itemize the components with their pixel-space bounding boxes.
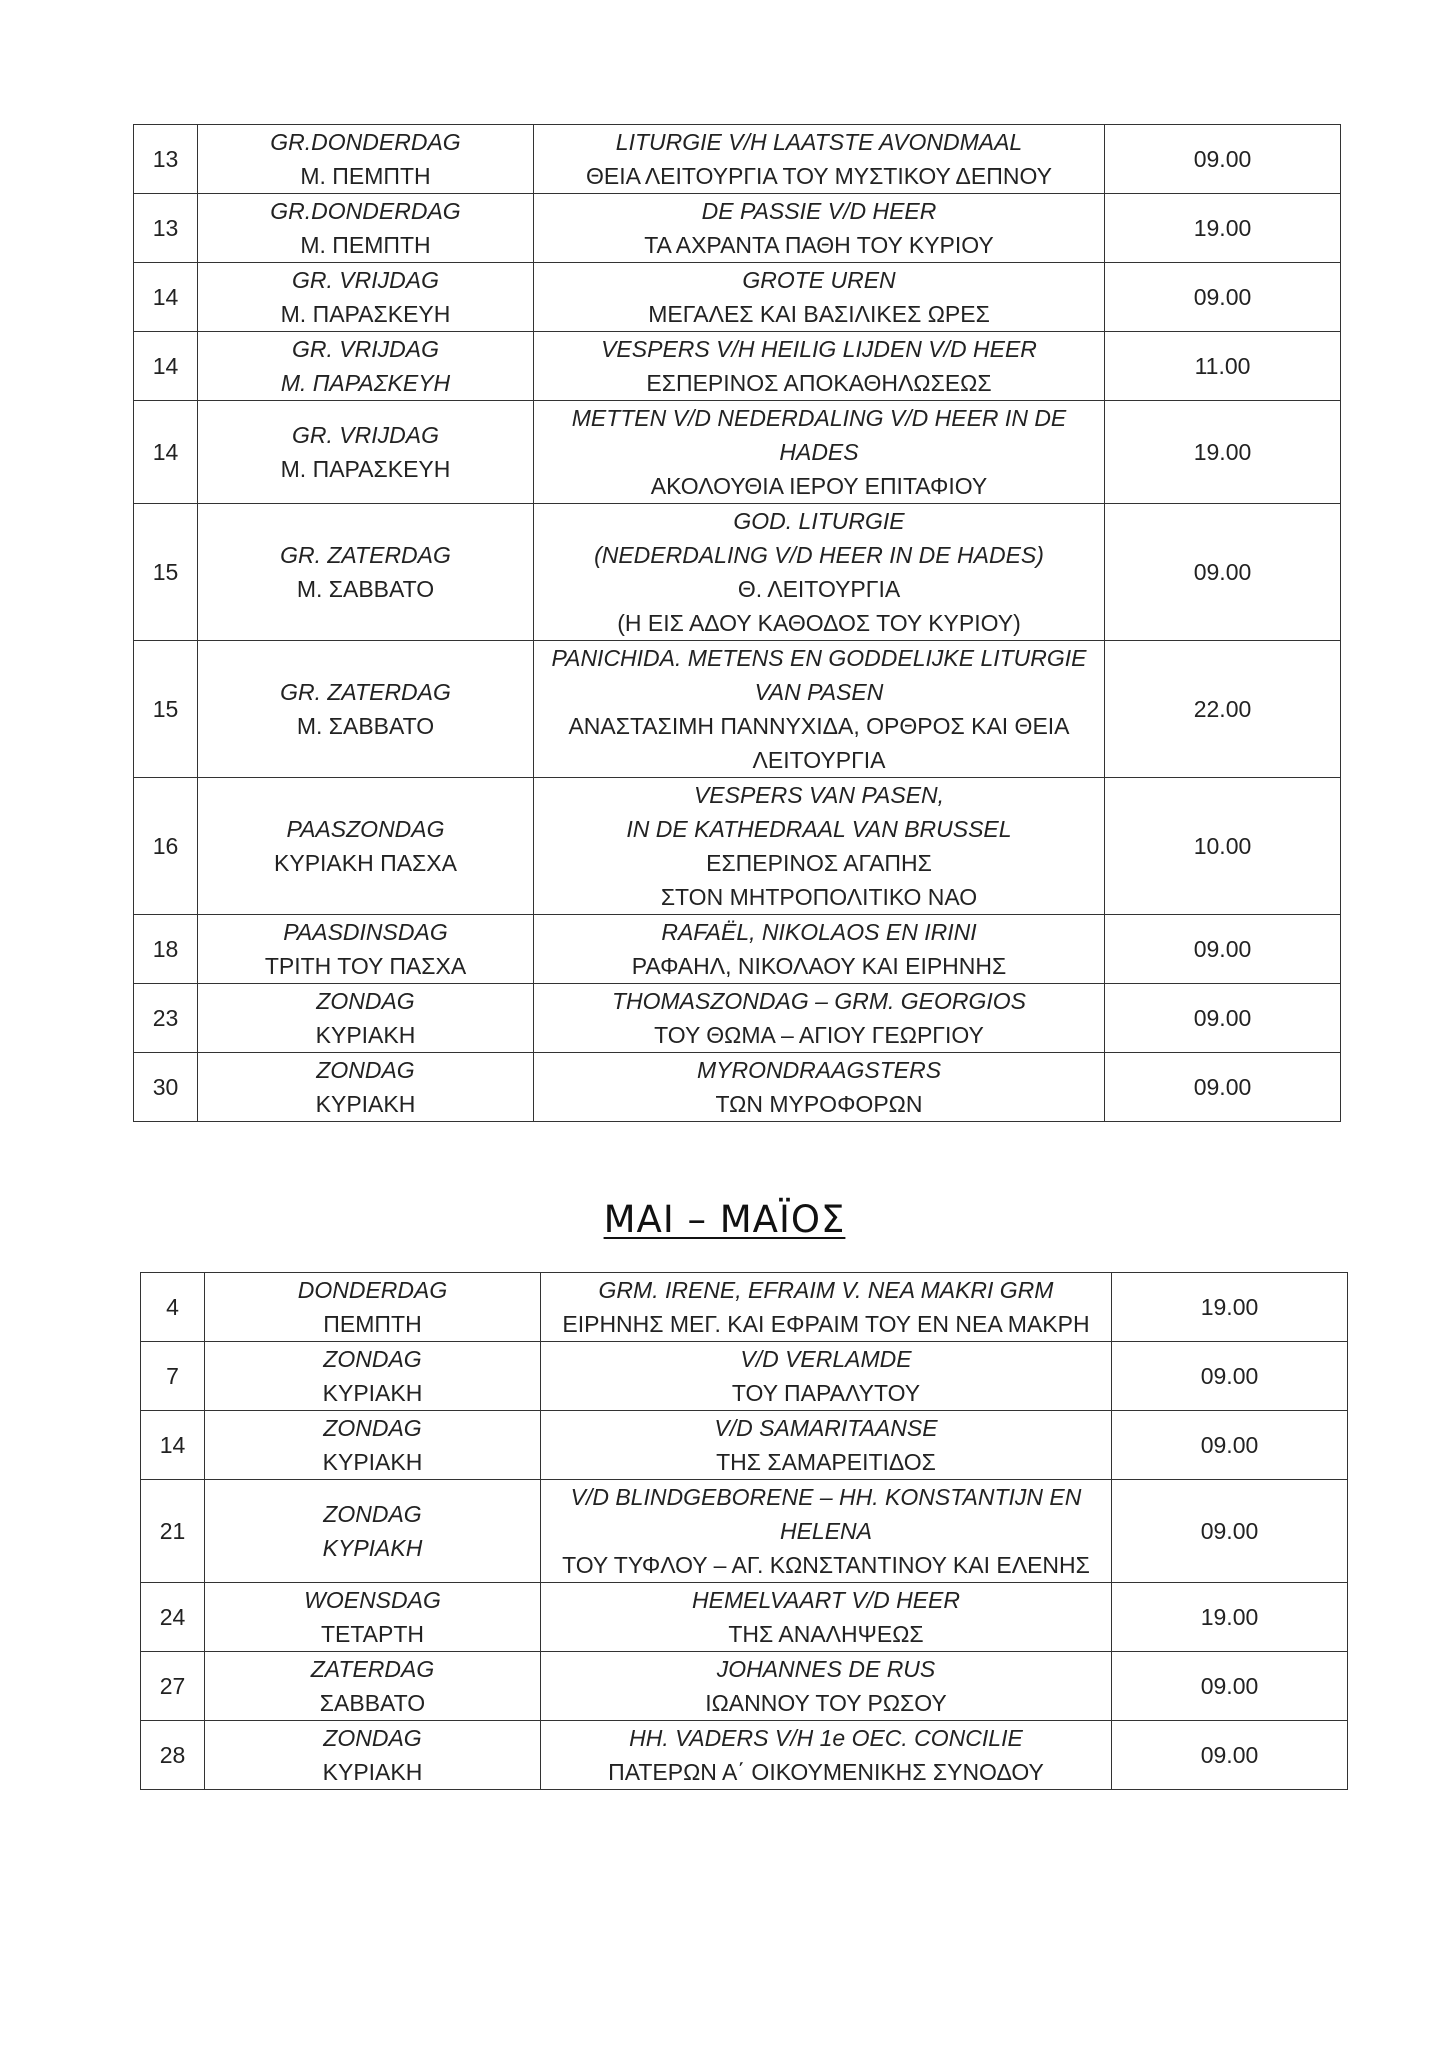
service-line: ΕΣΠΕΡΙΝΟΣ ΑΓΑΠΗΣ [706,850,932,876]
service-cell [541,1480,1112,1583]
schedule-row [141,1411,1348,1480]
day-cell [205,1480,541,1583]
service-line: JOHANNES DE RUS [716,1656,936,1682]
service-cell [534,641,1105,778]
service-line: ΠΑΤΕΡΩΝ Α΄ ΟΙΚΟΥΜΕΝΙΚΗΣ ΣΥΝΟΔΟΥ [608,1759,1044,1785]
day-cell [205,1721,541,1790]
service-line: LITURGIE V/H LAATSTE AVONDMAAL [615,129,1023,155]
day-cell [205,1583,541,1652]
service-line: ΤΟΥ ΤΥΦΛΟΥ – ΑΓ. ΚΩΝΣΤΑΝΤΙΝΟΥ ΚΑΙ ΕΛΕΝΗΣ [562,1552,1090,1578]
time-cell: 19.00 [1112,1273,1348,1342]
service-line: ΙΩΑΝΝΟΥ ΤΟΥ ΡΩΣΟΥ [705,1690,947,1716]
day-line: ZONDAG [323,1346,422,1372]
schedule-row [134,1053,1341,1122]
service-cell [541,1411,1112,1480]
date-cell: 14 [141,1411,205,1480]
time-cell: 09.00 [1105,504,1341,641]
service-line: HELENA [779,1518,873,1544]
service-line: DE PASSIE V/D HEER [701,198,937,224]
service-line: GROTE UREN [742,267,896,293]
service-line: VESPERS V/H HEILIG LIJDEN V/D HEER [601,336,1037,362]
schedule-row [134,332,1341,401]
day-cell [198,125,534,194]
day-cell [198,778,534,915]
day-line: Μ. ΣΑΒΒΑΤΟ [296,576,435,602]
service-cell [534,1053,1105,1122]
day-cell [198,1053,534,1122]
day-line: WOENSDAG [304,1587,441,1613]
date-cell: 30 [134,1053,198,1122]
date-cell: 15 [134,504,198,641]
day-line: ΤΕΤΑΡΤΗ [320,1621,425,1647]
day-line: ZATERDAG [310,1656,435,1682]
schedule-row [134,194,1341,263]
day-cell [205,1342,541,1411]
day-line: PAASZONDAG [286,816,445,842]
service-line: HADES [779,439,859,465]
service-line: HEMELVAART V/D HEER [692,1587,960,1613]
service-line: RAFAËL, NIKOLAOS EN IRINI [661,919,977,945]
service-cell [534,401,1105,504]
service-line: ΕΙΡΗΝΗΣ ΜΕΓ. ΚΑΙ ΕΦΡΑΙΜ ΤΟΥ ΕΝ ΝΕΑ ΜΑΚΡΗ [562,1311,1090,1337]
day-line: GR. VRIJDAG [292,336,439,362]
service-line: HH. VADERS V/H 1e OEC. CONCILIE [629,1725,1023,1751]
service-line: ΘΕΙΑ ΛΕΙΤΟΥΡΓΙΑ ΤΟΥ ΜΥΣΤΙΚΟΥ ΔΕΠΝΟΥ [586,163,1052,189]
time-cell: 09.00 [1112,1721,1348,1790]
day-line: ΤΡΙΤΗ ΤΟΥ ΠΑΣΧΑ [264,953,467,979]
month-heading-may: ΜΑΙ – ΜΑΪΟΣ [603,1198,846,1241]
time-cell: 09.00 [1105,263,1341,332]
day-line: Μ. ΠΕΜΠΤΗ [300,232,431,258]
day-cell [205,1411,541,1480]
day-line: Μ. ΣΑΒΒΑΤΟ [296,713,435,739]
day-line: ΚΥΡΙΑΚΗ [322,1535,423,1561]
date-cell: 16 [134,778,198,915]
service-cell [534,504,1105,641]
service-line: VAN PASEN [754,679,884,705]
day-line: ZONDAG [323,1501,422,1527]
service-line: ΤΗΣ ΣΑΜΑΡΕΙΤΙΔΟΣ [716,1449,936,1475]
schedule-table-april [133,124,1341,1122]
service-line: ΣΤΟΝ ΜΗΤΡΟΠΟΛΙΤΙΚΟ ΝΑΟ [660,884,978,910]
day-line: PAASDINSDAG [283,919,448,945]
service-line: V/D SAMARITAANSE [714,1415,938,1441]
date-cell: 27 [141,1652,205,1721]
schedule-row [134,778,1341,915]
day-line: Μ. ΠΑΡΑΣΚΕΥΗ [280,301,451,327]
schedule-body-april [134,125,1341,1122]
date-cell: 13 [134,125,198,194]
time-cell: 09.00 [1112,1652,1348,1721]
service-line: ΤΟΥ ΠΑΡΑΛΥΤΟΥ [731,1380,921,1406]
day-cell [205,1652,541,1721]
schedule-row [134,125,1341,194]
date-cell: 23 [134,984,198,1053]
service-cell [534,915,1105,984]
schedule-row [141,1652,1348,1721]
service-line: ΑΚΟΛΟΥΘΙΑ ΙΕΡΟΥ ΕΠΙΤΑΦΙΟΥ [650,473,988,499]
day-line: Μ. ΠΑΡΑΣΚΕΥΗ [280,370,451,396]
service-line: ΤΑ ΑΧΡΑΝΤΑ ΠΑΘΗ ΤΟΥ ΚΥΡΙΟΥ [644,232,994,258]
service-line: GRM. IRENE, EFRAIM V. NEA MAKRI GRM [598,1277,1054,1303]
day-cell [198,263,534,332]
day-cell [198,401,534,504]
service-line: ΤΗΣ ΑΝΑΛΗΨΕΩΣ [728,1621,924,1647]
day-line: ΚΥΡΙΑΚΗ [322,1380,423,1406]
service-cell [541,1652,1112,1721]
day-cell [198,194,534,263]
service-line: Θ. ΛΕΙΤΟΥΡΓΙΑ [737,576,901,602]
day-cell [205,1273,541,1342]
schedule-row [134,504,1341,641]
schedule-row [134,984,1341,1053]
date-cell: 14 [134,401,198,504]
day-cell [198,984,534,1053]
date-cell: 13 [134,194,198,263]
date-cell: 4 [141,1273,205,1342]
time-cell: 22.00 [1105,641,1341,778]
schedule-row [134,401,1341,504]
service-line: GOD. LITURGIE [733,508,905,534]
service-line: V/D VERLAMDE [740,1346,912,1372]
day-line: GR.DONDERDAG [270,129,461,155]
day-line: ZONDAG [323,1725,422,1751]
day-line: GR. VRIJDAG [292,422,439,448]
service-line: (NEDERDALING V/D HEER IN DE HADES) [594,542,1044,568]
day-line: ZONDAG [316,1057,415,1083]
day-line: ΠΕΜΠΤΗ [323,1311,422,1337]
service-line: ΑΝΑΣΤΑΣΙΜΗ ΠΑΝΝΥΧΙΔΑ, ΟΡΘΡΟΣ ΚΑΙ ΘΕΙΑ [568,713,1070,739]
day-line: Μ. ΠΕΜΠΤΗ [300,163,431,189]
day-line: GR.DONDERDAG [270,198,461,224]
date-cell: 21 [141,1480,205,1583]
service-cell [534,332,1105,401]
day-cell [198,332,534,401]
service-cell [541,1583,1112,1652]
service-cell [541,1342,1112,1411]
time-cell: 19.00 [1105,401,1341,504]
service-cell [541,1273,1112,1342]
day-cell [198,504,534,641]
schedule-row [141,1480,1348,1583]
service-line: PANICHIDA. METENS EN GODDELIJKE LITURGIE [551,645,1087,671]
service-line: ΤΟΥ ΘΩΜΑ – ΑΓΙΟΥ ΓΕΩΡΓΙΟΥ [654,1022,984,1048]
service-cell [534,263,1105,332]
day-line: ΚΥΡΙΑΚΗ [322,1449,423,1475]
time-cell: 09.00 [1105,984,1341,1053]
date-cell: 18 [134,915,198,984]
time-cell: 09.00 [1112,1480,1348,1583]
schedule-row [141,1721,1348,1790]
schedule-row [134,641,1341,778]
date-cell: 7 [141,1342,205,1411]
date-cell: 28 [141,1721,205,1790]
schedule-row [134,263,1341,332]
time-cell: 09.00 [1112,1411,1348,1480]
service-line: ΛΕΙΤΟΥΡΓΙΑ [752,747,886,773]
schedule-row [141,1342,1348,1411]
day-line: ZONDAG [323,1415,422,1441]
service-line: VESPERS VAN PASEN, [693,782,945,808]
service-line: METTEN V/D NEDERDALING V/D HEER IN DE [571,405,1067,431]
time-cell: 19.00 [1105,194,1341,263]
schedule-table-may [140,1272,1348,1790]
service-line: ΤΩΝ ΜΥΡΟΦΟΡΩΝ [715,1091,923,1117]
time-cell: 10.00 [1105,778,1341,915]
service-line: ΕΣΠΕΡΙΝΟΣ ΑΠΟΚΑΘΗΛΩΣΕΩΣ [646,370,992,396]
service-cell [534,984,1105,1053]
service-line: (Η ΕΙΣ ΑΔΟΥ ΚΑΘΟΔΟΣ ΤΟΥ ΚΥΡΙΟΥ) [617,610,1021,636]
day-line: ΚΥΡΙΑΚΗ [315,1022,416,1048]
day-line: ΚΥΡΙΑΚΗ [315,1091,416,1117]
time-cell: 09.00 [1105,1053,1341,1122]
day-line: ΚΥΡΙΑΚΗ [322,1759,423,1785]
schedule-row [141,1583,1348,1652]
service-line: ΡΑΦΑΗΛ, ΝΙΚΟΛΑΟΥ ΚΑΙ ΕΙΡΗΝΗΣ [631,953,1007,979]
date-cell: 14 [134,332,198,401]
time-cell: 19.00 [1112,1583,1348,1652]
service-cell [534,194,1105,263]
day-cell [198,641,534,778]
date-cell: 24 [141,1583,205,1652]
day-line: ZONDAG [316,988,415,1014]
day-line: GR. ZATERDAG [280,679,451,705]
time-cell: 11.00 [1105,332,1341,401]
time-cell: 09.00 [1112,1342,1348,1411]
schedule-row [134,915,1341,984]
service-line: ΜΕΓΑΛΕΣ ΚΑΙ ΒΑΣΙΛΙΚΕΣ ΩΡΕΣ [648,301,990,327]
day-line: GR. ZATERDAG [280,542,451,568]
service-line: V/D BLINDGEBORENE – HH. KONSTANTIJN EN [570,1484,1082,1510]
service-cell [541,1721,1112,1790]
date-cell: 15 [134,641,198,778]
day-line: ΣΑΒΒΑΤΟ [319,1690,426,1716]
schedule-body-may [141,1273,1348,1790]
day-cell [198,915,534,984]
day-line: Μ. ΠΑΡΑΣΚΕΥΗ [280,456,451,482]
day-line: ΚΥΡΙΑΚΗ ΠΑΣΧΑ [274,850,457,876]
time-cell: 09.00 [1105,125,1341,194]
day-line: DONDERDAG [297,1277,448,1303]
day-line: GR. VRIJDAG [292,267,439,293]
service-line: IN DE KATHEDRAAL VAN BRUSSEL [626,816,1012,842]
service-cell [534,125,1105,194]
service-line: THOMASZONDAG – GRM. GEORGIOS [611,988,1027,1014]
time-cell: 09.00 [1105,915,1341,984]
service-cell [534,778,1105,915]
date-cell: 14 [134,263,198,332]
service-line: MYRONDRAAGSTERS [696,1057,942,1083]
schedule-row [141,1273,1348,1342]
